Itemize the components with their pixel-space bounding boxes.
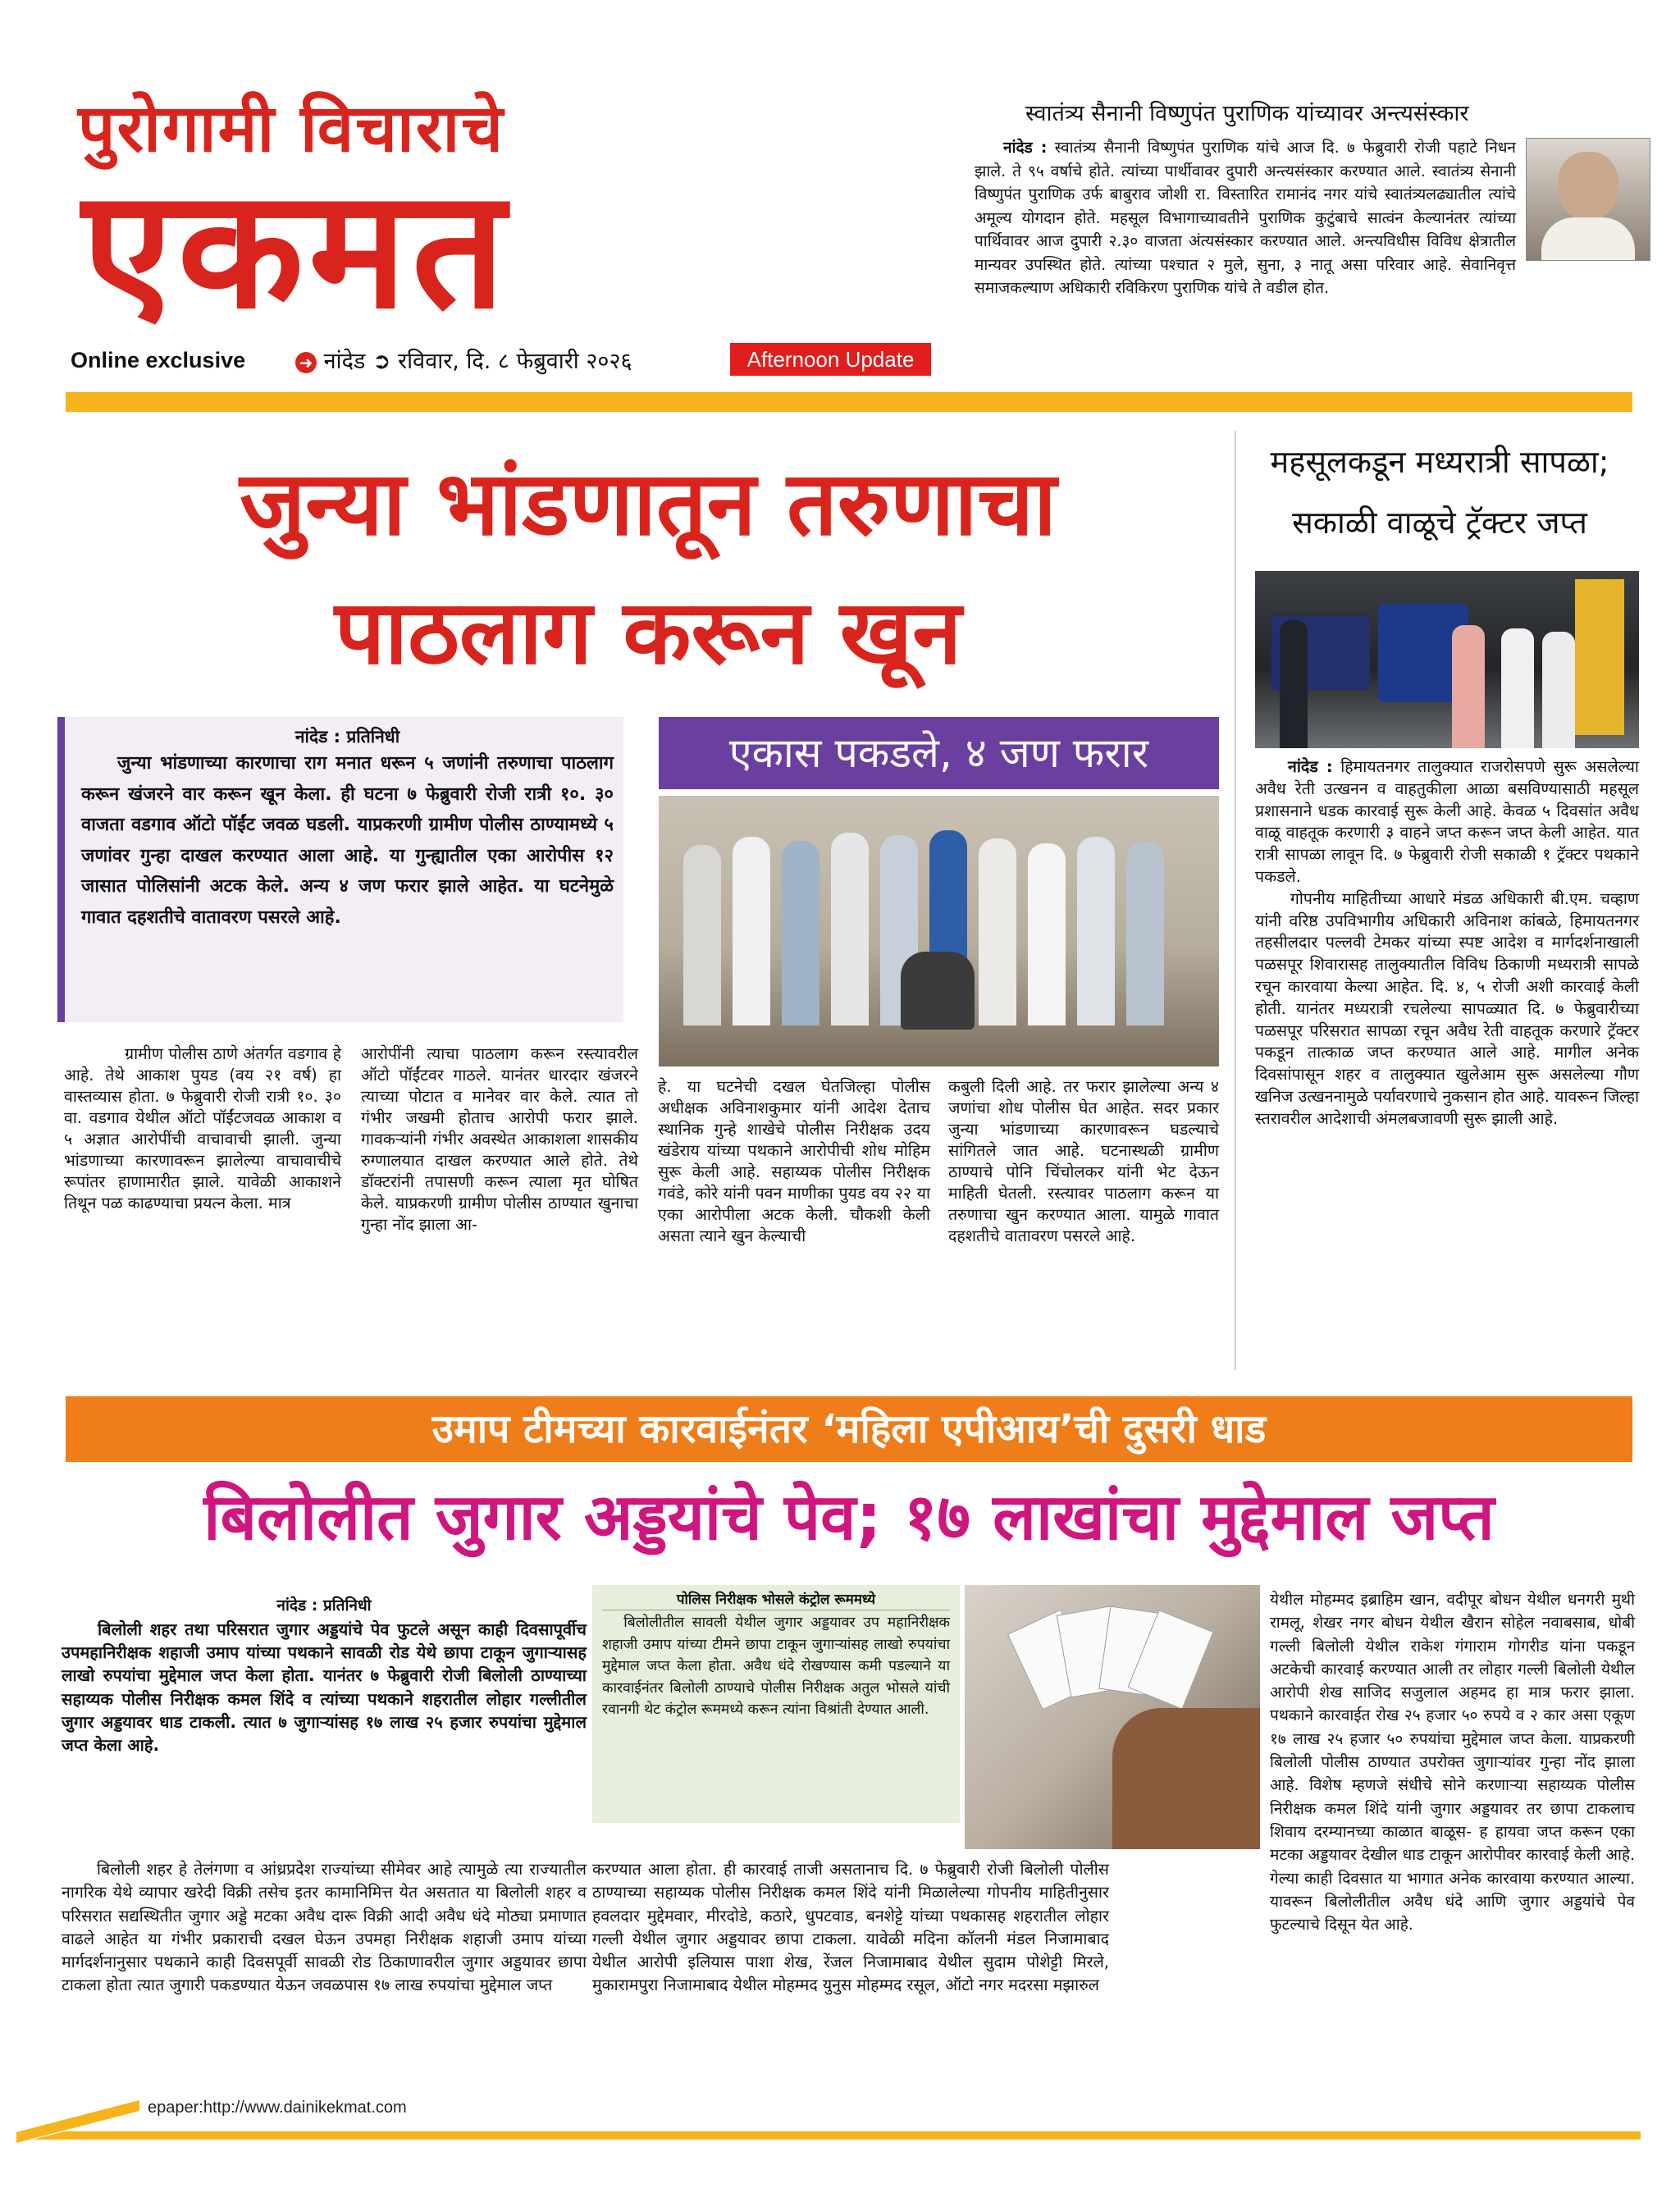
bhosale-box [592, 1585, 960, 1823]
lead-col-4 [948, 1076, 1219, 1247]
gambling-col-right-text: येथील मोहम्मद इब्राहिम खान, वदीपूर बोधन येथील धनगरी मुथी रामलू, शेखर नगर बोधन येथील खैरान सोहेल नवाबसाब, धोबी गल्ली बिलोली येथील राकेश गंगाराम गोगरीड यांना पकडून अटकेची कारवाई करण्यात आली तर लोहार गल्ली बिलोली येथील आरोपी शेख साजिद सजुलाल अहमद हा मात्र फरार झाला. पथकाने कारवाईत रोख २५ हजार ५० रुपये व २ कार असा एकूण १७ लाख २५ हजार ५० रुपयांचा मुद्देमाल जप्त केला. याप्रकरणी बिलोली पोलीस ठाण्यात उपरोक्त जुगाऱ्यांवर गुन्हा नोंद झाला आहे. विशेष म्हणजे संधीचे सोने करणाऱ्या सहाय्यक पोलीस निरीक्षक कमल शिंदे यांनी जुगार अड्डयावर तर छापा टाकलाच शिवाय दरम्यानच्या काळात बाळूस- ह हायवा जप्त करून एका मटका अड्डयावर देखील धाड टाकून आरोपीवर कारवाई केली आहे. गेल्या काही दिवसात या भागात अनेक कारवाया करण्यात आल्या. यावरून बिलोलीतील अवैध धंदे आणि जुगार अड्डयांचे पेव फुटल्याचे दिसून येत आहे. [1270, 1591, 1635, 1934]
sand-column-divider [1235, 431, 1236, 1370]
bhosale-box-body: बिलोलीतील सावली येथील जुगार अड्डयावर उप महानिरीक्षक शहाजी उमाप यांच्या टीमने छापा टाकून जुगाऱ्यांसह लाखो रुपयांचा मुद्देमाल जप्त केला होता. अवैध धंदे रोखण्यास कमी पडल्याने या कारवाईनंतर बिलोली ठाण्याचे पोलीस निरीक्षक अतुल भोसले यांची रवानगी थेट कंट्रोल रूममध्ये करून त्यांना विश्रांती देण्यात आली. [602, 1615, 950, 1718]
lead-headline-line1: जुन्या भांडणातून तरुणाचा [240, 453, 1057, 555]
masthead-tagline: पुरोगामी विचाराचे [78, 90, 505, 167]
funeral-headline: स्वातंत्र्य सैनानी विष्णुपंत पुराणिक यांच्यावर अन्त्यसंस्कार [1025, 101, 1469, 126]
revenue-officials-photo [1255, 571, 1639, 748]
bhosale-box-title: पोलिस निरीक्षक भोसले कंट्रोल रूममध्ये [602, 1590, 950, 1610]
sand-headline-line2: सकाळी वाळूचे ट्रॅक्टर जप्त [1292, 505, 1587, 541]
lead-col-4-text: कबुली दिली आहे. तर फरार झालेल्या अन्य ४ जणांचा शोध पोलीस घेत आहेत. सदर प्रकार जुन्या भांडणाच्या कारणावरून घडल्याचे सांगितले जात आहे. घटनास्थळी ग्रामीण ठाण्याचे पोनि चिंचोलकर यांनी भेट देऊन माहिती घेतली. रस्त्यावर पाठलाग करून या तरुणाचा खुन करण्यात आला. यामुळे गावात दहशतीचे वातावरण पसरले आहे. [948, 1077, 1219, 1245]
lead-col-2-text: आरोपींनी त्याचा पाठलाग करून रस्त्यावरील ऑटो पॉईंटवर गाठले. यानंतर धारदार खंजरने त्याच्या पोटात व मानेवर वार केले. त्यात तो गंभीर जखमी होताच आरोपी फरार झाले. गावकऱ्यांनी गंभीर अवस्थेत आकाशला शासकीय रुग्णालयात दाखल करण्यात आले होते. तेथे डॉक्टरांनी तपासणी करून त्याला मृत घोषित केले. याप्रकरणी ग्रामीण पोलीस ठाण्यात खुनाचा गुन्हा नोंद झाला आ- [361, 1044, 638, 1234]
lead-col-1 [64, 1044, 341, 1214]
sand-body [1255, 756, 1639, 1130]
funeral-body [975, 136, 1516, 300]
funeral-photo [1526, 138, 1650, 261]
gambling-byline: नांदेड : प्रतिनिधी [276, 1596, 372, 1615]
gambling-intro [62, 1618, 587, 1756]
lead-sub-banner: एकास पकडले, ४ जण फरार [659, 717, 1219, 789]
online-exclusive-label: Online exclusive [71, 348, 246, 372]
lead-intro: जुन्या भांडणाच्या कारणाचा राग मनात धरून ५ जणांनी तरुणाचा पाठलाग करून खंजरने वार करून खून केला. ही घटना ७ फेब्रुवारी रोजी रात्री १०. ३० वाजता वडगाव ऑटो पॉईंट जवळ घडली. याप्रकरणी ग्रामीण पोलीस ठाण्यामध्ये ५ जणांवर गुन्हा दाखल करण्यात आला आहे. या गुन्ह्यातील एका आरोपीस १२ जासात पोलिसांनी अटक केले. अन्य ४ जण फरार झाले आहेत. या घटनेमुळे गावात दहशतीचे वातावरण पसरले आहे. [81, 753, 614, 928]
lead-byline: नांदेड : प्रतिनिधी [294, 727, 400, 747]
gambling-col-right [1270, 1588, 1635, 1936]
footer-bar [33, 2131, 1641, 2140]
lead-col-2 [361, 1044, 638, 1236]
lead-headline-line2: पाठलाग करून खून [334, 582, 962, 684]
lead-col-1-text: ग्रामीण पोलीस ठाणे अंतर्गत वडगाव हे आहे. तेथे आकाश पुयड (वय २१ वर्ष) हा वास्तव्यास होता. ७ फेब्रुवारी रोजी रात्री १०. ३० वा. वडगाव येथील ऑटो पॉईंटजवळ आकाश व ५ अज्ञात आरोपींची वाचावाची झाली. जुन्या भांडणाच्या कारणावरून झालेल्या वाचावाचीचे रूपांतर हाणामारीत झाले. यावेळी आकाशने तिथून पळ काढण्याचा प्रयत्न केला. मात्र [64, 1044, 341, 1213]
afternoon-update-badge: Afternoon Update [730, 343, 931, 376]
lead-intro-box [57, 717, 623, 1022]
gambling-col-mid-text: करण्यात आला होता. ही कारवाई ताजी असतानाच दि. ७ फेब्रुवारी रोजी बिलोली पोलीस ठाण्याच्या सहाय्यक पोलीस निरीक्षक कमल शिंदे यांनी मिळालेल्या गोपनीय माहितीनुसार हवलदार मुद्देमवार, मीरदोडे, कठारे, धुपटवाड, बनशेट्टे यांच्या पथकासह शहरातील लोहार गल्ली येथील जुगार अड्डयावर छापा टाकला. यावेळी मदिना कॉलनी मंडल निजामाबाद येथील आरोपी इलियास पाशा शेख, रेंजल निजामाबाद येथील सुदाम पोशेट्टी मिरले, मुकारामपुरा निजामाबाद येथील मोहम्मद युनुस मोहम्मद रसूल, ऑटो नगर मदरसा मझारुल [592, 1860, 1109, 1995]
gambling-col-mid [592, 1858, 1109, 1998]
gambling-intro-text: बिलोली शहर तथा परिसरात जुगार अड्डयांचे पेव फुटले असून काही दिवसापूर्वीच उपमहानिरीक्षक शहाजी उमाप यांच्या पथकाने सावळी रोड येथे छापा टाकून जुगाऱ्यासह लाखो रुपयांचा मुद्देमाल जप्त केला होता. यानंतर ७ फेब्रुवारी रोजी बिलोली ठाण्याच्या सहाय्यक पोलीस निरीक्षक कमल शिंदे व त्यांच्या पथकाने शहरातील लोहार गल्लीतील जुगार अड्डयावर धाड टाकली. त्यात ७ जुगाऱ्यांसह १७ लाख २५ हजार रुपयांचा मुद्देमाल जप्त केला आहे. [62, 1619, 587, 1756]
sand-para-1-text: हिमायतनगर तालुक्यात राजरोसपणे सुरू असलेल्या अवैध रेती उत्खनन व वाहतुकीला आळा बसविण्यासाठी महसूल प्रशासनाने धडक कारवाई सुरू केली आहे. केवळ ५ दिवसांत अवैध वाळू वाहतूक करणारी ३ वाहने जप्त करून जप्त केली आहेत. यात रात्री सापळा लावून दि. ७ फेब्रुवारी रोजी सकाळी १ ट्रॅक्टर पथकाने पकडले. [1255, 757, 1639, 886]
lead-col-3 [658, 1076, 930, 1247]
sand-para-2: गोपनीय माहितीच्या आधारे मंडळ अधिकारी बी.एम. चव्हाण यांनी वरिष्ठ उपविभागीय अधिकारी अविनाश कांबळे, हिमायतनगर तहसीलदार पल्लवी टेमकर यांच्या स्पष्ट आदेश व मार्गदर्शनाखाली पळसपूर शिवारासह तालुक्यातील विविध ठिकाणी मध्यरात्री सापळे रचून कारवाया केल्या आहेत. दि. ४, ५ रोजी अशी कारवाई केली होती. यानंतर मध्यरात्री रचलेल्या सापळ्यात दि. ७ फेब्रुवारीच्या पळसपूर परिसरात सापळा रचून अवैध रेती वाहतूक करणारे ट्रॅक्टर पकडून तात्काळ जप्त करण्यात आले आहे. मागील अनेक दिवसांपासून शहर व तालुक्यात खुलेआम सुरू असलेल्या गौण खनिज उत्खननामुळे पर्यावरणाचे नुकसान होत आहे. यावरून जिल्हा स्तरावरील आदेशाची अंमलबजावणी सुरू झाली आहे. [1255, 888, 1639, 1128]
gambling-col-left [62, 1858, 587, 1998]
gambling-col-left-text: बिलोली शहर हे तेलंगणा व आंध्रप्रदेश राज्यांच्या सीमेवर आहे त्यामुळे त्या राज्यातील नागरिक येथे व्यापार खरेदी विक्री तसेच इतर कामानिमित्त येत असतात या बिलोली शहर व परिसरात सद्यस्थितीत जुगार अड्डे मटका अवैध दारू विक्री आदी अवैध धंदे मोठ्या प्रमाणात वाढले आहेत या गंभीर प्रकाराची दखल घेऊन उपमहा निरीक्षक शहाजी उमाप यांच्या मार्गदर्शनानुसार पथकाने काही दिवसपूर्वी सावळी रोड ठिकाणावरील जुगार अड्डयावर छापा टाकला होता त्यात जुगारी पकडण्यात येऊन जवळपास १७ लाख रुपयांचा मुद्देमाल जप्त [62, 1860, 587, 1995]
dateline-text: नांदेड ➲ रविवार, दि. ८ फेब्रुवारी २०२६ [323, 349, 632, 374]
masthead-rule [66, 392, 1632, 412]
funeral-text: स्वातंत्र्य सैनानी विष्णुपंत पुराणिक यांचे आज दि. ७ फेब्रुवारी रोजी पहाटे निधन झाले. ते ९५ वर्षाचे होते. त्यांच्या पार्थीवावर दुपारी अन्त्यसंस्कार करण्यात आले. स्वातंत्र्य सेनानी विष्णुपंत पुराणिक उर्फ बाबुराव जोशी रा. विस्तारित रामानंद नगर यांचे स्वातंत्र्यलढ्यातील त्यांचे अमूल्य योगदान होते. महसूल विभागाच्यावतीने पुराणिक कुटुंबाचे सात्वंन केल्यानंतर त्यांच्या पार्थिवावर आज दुपारी २.३० वाजता अंत्यसंस्कार करण्यात आले. अन्त्यविधीस विविध क्षेत्रातील मान्यवर उपस्थित होते. त्यांच्या पश्चात २ मुले, सुना, ३ नातू असा परिवार आहे. सेवानिवृत्त समाजकल्याण अधिकारी रविकिरण पुराणिक यांचे ते वडील होत. [975, 139, 1516, 297]
gambling-kicker: उमाप टीमच्या कारवाईनंतर ‘महिला एपीआय’ची दुसरी धाड [66, 1396, 1632, 1462]
dateline [295, 345, 632, 375]
police-team-photo [659, 796, 1219, 1067]
gambling-headline: बिलोलीत जुगार अड्डयांचे पेव; १७ लाखांचा मुद्देमाल जप्त [203, 1481, 1495, 1555]
arrow-icon: ➜ [295, 352, 317, 373]
epaper-link[interactable]: epaper:http://www.dainikekmat.com [148, 2099, 407, 2117]
playing-cards-photo [965, 1585, 1260, 1849]
sand-para-1 [1255, 756, 1639, 888]
sand-headline-line1: महसूलकडून मध्यरात्री सापळा; [1270, 444, 1609, 480]
funeral-dateline: नांदेड : [1003, 139, 1048, 157]
masthead-title: एकमत [82, 154, 510, 345]
sand-dateline: नांदेड : [1288, 757, 1333, 776]
lead-col-3-text: हे. या घटनेची दखल घेतजिल्हा पोलीस अधीक्षक अविनाशकुमार यांनी आदेश देताच स्थानिक गुन्हे शाखेचे पोलीस निरीक्षक उदय खंडेराय यांच्या पथकाने आरोपीची शोध मोहिम सुरू केली आहे. सहाय्यक पोलीस निरीक्षक गवंडे, कोरे यांनी पवन माणीका पुयड वय २२ या एका आरोपीला अटक केली. चौकशी केली असता त्याने खुन केल्याची [658, 1077, 930, 1245]
